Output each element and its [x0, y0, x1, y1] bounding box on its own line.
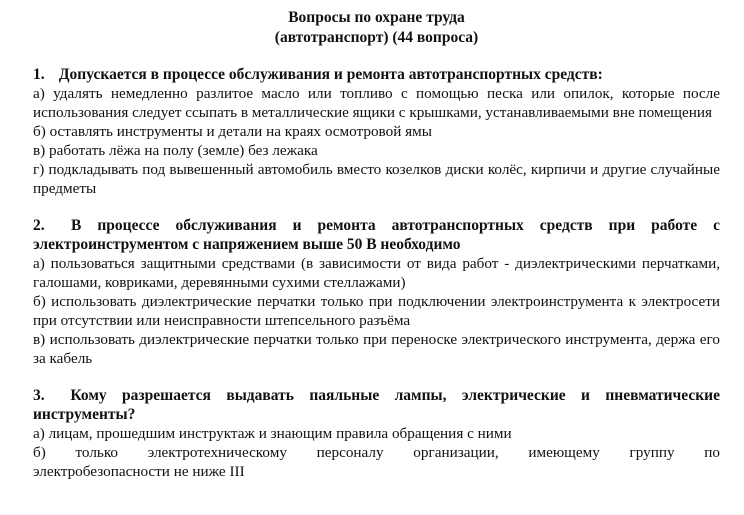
question-2: [33, 216, 720, 368]
answer-option-a: а) лицам, прошедшим инструктаж и знающим правила обращения с ними: [33, 425, 512, 442]
answer-option-b: б) использовать диэлектрические перчатки только при подключении электроинструмента к электросети при отсутствии или неисправности штепсельного разъёма: [33, 293, 720, 329]
question-number: 1.: [33, 66, 45, 83]
title-line-1: Вопросы по охране труда: [288, 9, 465, 26]
answer-option-b: б) только электротехническому персоналу организации, имеющему группу по: [33, 444, 720, 461]
answer-option-b-continued: электробезопасности не ниже III: [33, 463, 245, 480]
question-text: Допускается в процессе обслуживания и ремонта автотранспортных средств:: [58, 66, 603, 83]
question-number: 3.: [33, 387, 45, 404]
answer-option-b: б) оставлять инструменты и детали на краях осмотровой ямы: [33, 123, 432, 140]
question-text: Кому разрешается выдавать паяльные лампы, электрические и пневматические инструменты?: [33, 387, 720, 423]
title-line-2: (автотранспорт) (44 вопроса): [274, 29, 479, 46]
answer-option-d: г) подкладывать под вывешенный автомобиль вместо козелков диски колёс, кирпичи и другие случайные предметы: [33, 161, 720, 197]
question-3: [33, 386, 720, 481]
answer-option-a: а) удалять немедленно разлитое масло или топливо с помощью песка или опилок, которые после использования следует ссыпать в металлические ящики с крышками, устанавливаемыми вне помещения: [33, 85, 720, 121]
question-heading: [33, 216, 720, 254]
answer-option-c: в) работать лёжа на полу (земле) без лежака: [33, 142, 318, 159]
question-number: 2.: [33, 217, 45, 234]
question-1: [33, 65, 720, 198]
answer-option-a: а) пользоваться защитными средствами (в зависимости от вида работ - диэлектрическими перчатками, галошами, ковриками, деревянными сухими стеллажами): [33, 255, 720, 291]
question-heading: [33, 386, 720, 424]
question-heading: [33, 65, 720, 84]
answer-option-c: в) использовать диэлектрические перчатки только при переноске электрического инструмента, держа его за кабель: [33, 331, 720, 367]
question-text: В процессе обслуживания и ремонта автотранспортных средств при работе с электроинструментом с напряжением выше 50 В необходимо: [33, 217, 720, 253]
document-title: [33, 8, 720, 48]
